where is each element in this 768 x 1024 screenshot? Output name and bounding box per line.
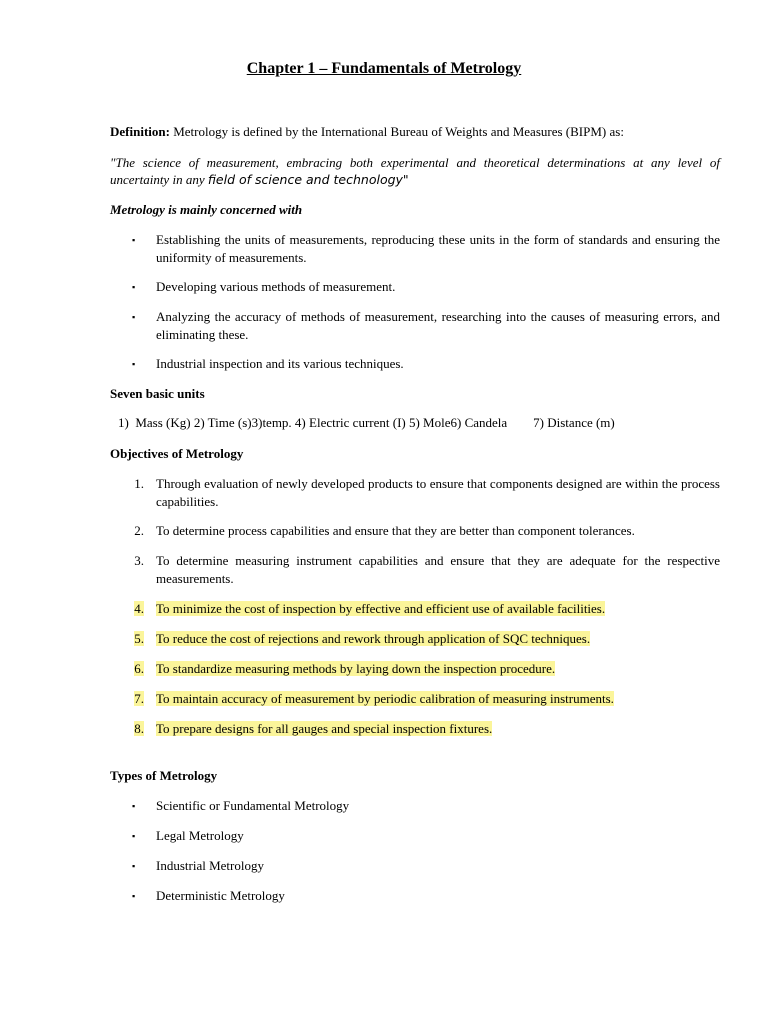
definition-paragraph: [110, 123, 720, 140]
list-item-highlighted: [110, 630, 720, 648]
list-item-text: Developing various methods of measurement.: [156, 279, 396, 294]
list-item: [110, 308, 720, 344]
list-number: 7.: [134, 691, 144, 706]
objectives-heading: Objectives of Metrology: [110, 446, 244, 461]
list-number: 6.: [134, 661, 144, 676]
definition-quote: [110, 154, 720, 188]
list-item: [110, 887, 720, 905]
list-item-text: To minimize the cost of inspection by effective and efficient use of available facilities.: [156, 601, 606, 616]
bullet-icon: ▪: [132, 312, 136, 322]
units-heading: Seven basic units: [110, 386, 205, 401]
list-item: [110, 552, 720, 588]
list-item-text: Through evaluation of newly developed products to ensure that components designed are within the process capabilities.: [156, 476, 720, 509]
list-item: [110, 475, 720, 511]
list-item-text: To maintain accuracy of measurement by periodic calibration of measuring instruments.: [156, 691, 614, 706]
list-item-text: Deterministic Metrology: [156, 888, 285, 903]
list-item: [110, 355, 720, 373]
list-item: [110, 231, 720, 267]
list-item-text: Establishing the units of measurements, reproducing these units in the form of standards and ensuring the uniformity of measurements.: [156, 232, 720, 265]
list-number: 3.: [134, 553, 144, 568]
list-item: [110, 797, 720, 815]
list-item-text: Industrial inspection and its various techniques.: [156, 356, 404, 371]
list-item: [110, 278, 720, 296]
list-number: 4.: [134, 601, 144, 616]
list-item-highlighted: [110, 720, 720, 738]
bullet-icon: ▪: [132, 359, 136, 369]
concerned-heading: Metrology is mainly concerned with: [110, 202, 303, 217]
list-item-text: Scientific or Fundamental Metrology: [156, 798, 350, 813]
page-title: Chapter 1 – Fundamentals of Metrology: [246, 60, 522, 77]
bullet-icon: ▪: [132, 235, 136, 245]
bullet-icon: ▪: [132, 861, 136, 871]
quote-text: "The science of measurement, embracing both experimental and theoretical determinations at any level of uncertainty in any: [110, 155, 720, 187]
list-number: 5.: [134, 631, 144, 646]
definition-text: Metrology is defined by the International Bureau of Weights and Measures (BIPM) as:: [169, 124, 624, 139]
bullet-icon: ▪: [132, 801, 136, 811]
list-item-highlighted: [110, 660, 720, 678]
list-item-text: To reduce the cost of rejections and rework through application of SQC techniques.: [156, 631, 591, 646]
list-item-text: Analyzing the accuracy of methods of measurement, researching into the causes of measuring errors, and eliminating these.: [156, 309, 720, 342]
types-heading: Types of Metrology: [110, 768, 218, 783]
units-list: 1) Mass (Kg) 2) Time (s)3)temp. 4) Electric current (I) 5) Mole6) Candela 7) Distance (m): [118, 415, 615, 430]
list-item: [110, 522, 720, 540]
list-number: 8.: [134, 721, 144, 736]
list-item-highlighted: [110, 600, 720, 618]
bullet-icon: ▪: [132, 831, 136, 841]
bullet-icon: ▪: [132, 282, 136, 292]
list-item-text: Industrial Metrology: [156, 858, 264, 873]
list-item: [110, 827, 720, 845]
list-item-text: To standardize measuring methods by laying down the inspection procedure.: [156, 661, 556, 676]
list-number: 1.: [134, 476, 144, 491]
bullet-icon: ▪: [132, 891, 136, 901]
list-item: [110, 857, 720, 875]
definition-label: Definition:: [110, 124, 170, 139]
list-item-highlighted: [110, 690, 720, 708]
list-item-text: To prepare designs for all gauges and special inspection fixtures.: [156, 721, 493, 736]
list-number: 2.: [134, 523, 144, 538]
list-item-text: Legal Metrology: [156, 828, 244, 843]
quote-text-tail: field of science and technology": [207, 172, 409, 187]
list-item-text: To determine measuring instrument capabilities and ensure that they are adequate for the respective measurements.: [156, 553, 720, 586]
list-item-text: To determine process capabilities and ensure that they are better than component tolerances.: [156, 523, 635, 538]
